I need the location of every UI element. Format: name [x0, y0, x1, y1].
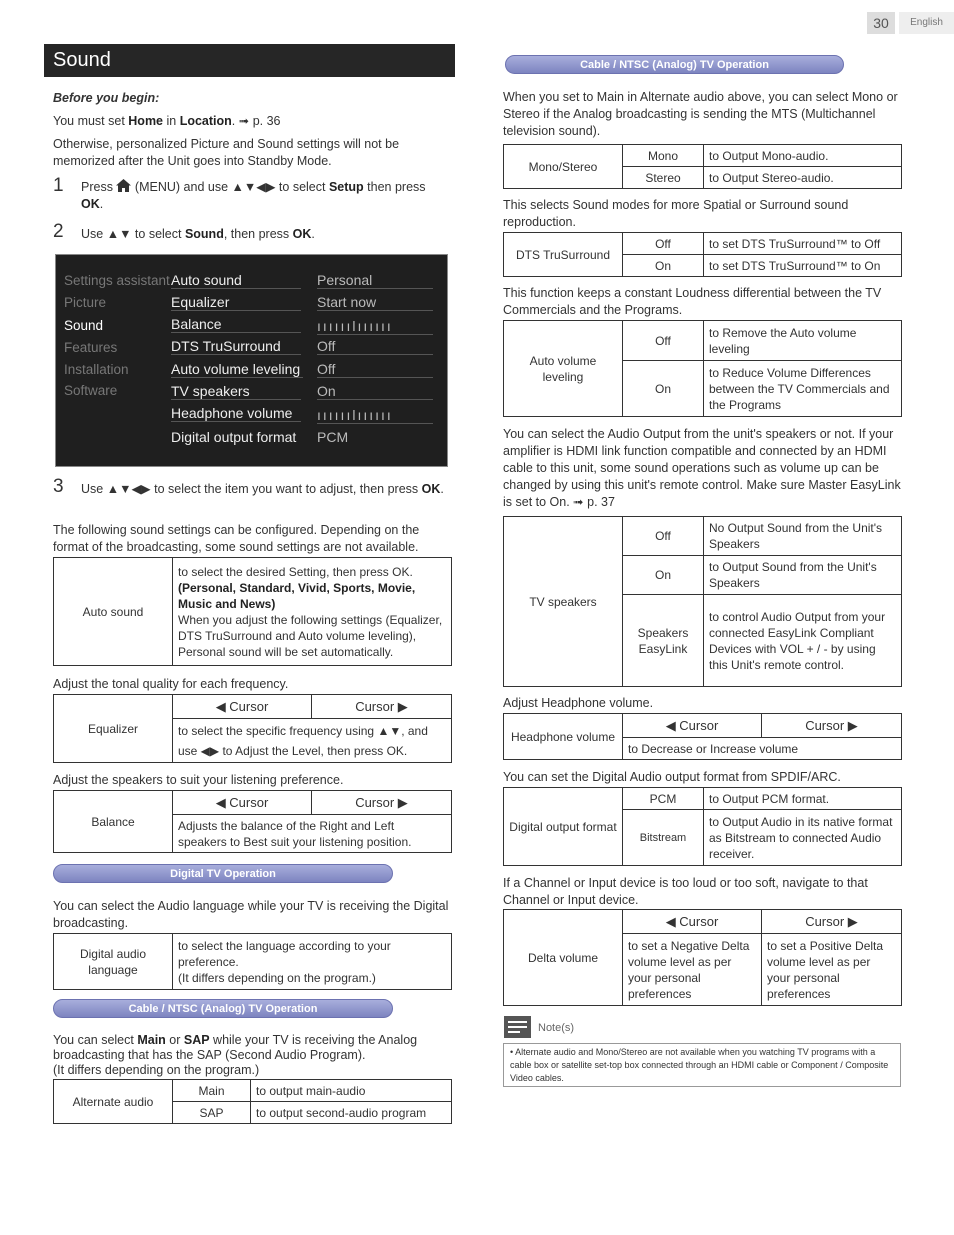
option-off-desc: No Output Sound from the Unit's Speakers — [704, 517, 902, 556]
balance-desc: Adjusts the balance of the Right and Left speakers to Best suit your listening position. — [173, 815, 452, 853]
equalizer-table — [53, 694, 452, 763]
cursor-right: Cursor ▶ — [312, 695, 452, 719]
option-off-desc: to Remove the Auto volume leveling — [704, 321, 902, 361]
alt-intro: You can select Main or SAP while your TV is receiving the Analog broadcasting that has the SAP (Second Audio Program). (It differs depending on the program.) — [53, 1033, 418, 1077]
menu-screen — [55, 254, 448, 467]
menu-value: Start now — [317, 294, 433, 311]
option-on-desc: to set DTS TruSurround™ to On — [704, 255, 902, 277]
option-on: On — [623, 361, 704, 417]
menu-item[interactable]: TV speakers — [171, 383, 301, 400]
cursor-left: ◀ Cursor — [623, 910, 762, 934]
delta-negative-desc: to set a Negative Delta volume level as per your personal preferences — [623, 934, 762, 1006]
cursor-right: Cursor ▶ — [312, 791, 452, 815]
delta-volume-label: Delta volume — [504, 910, 623, 1006]
delta-volume-table — [503, 909, 902, 1006]
note-box — [503, 1043, 901, 1087]
note-title: Note(s) — [538, 1022, 575, 1034]
bullet: • — [510, 1047, 514, 1057]
option-sap-desc: to output second-audio program — [251, 1102, 452, 1124]
option-on-desc: to Output Sound from the Unit's Speakers — [704, 556, 902, 595]
dts-table — [503, 232, 902, 277]
cursor-left: ◀ Cursor — [173, 791, 312, 815]
avl-intro: This function keeps a constant Loudness differential between the TV Commercials and the Programs. — [503, 286, 882, 317]
auto-sound-table — [53, 557, 452, 666]
menu-category[interactable]: Installation — [64, 362, 129, 377]
tv-speakers-label: TV speakers — [504, 517, 623, 687]
step-number: 3 — [53, 476, 64, 497]
step-2-text: Use ▲▼ to select Sound, then press OK. — [81, 227, 315, 241]
mono-stereo-label: Mono/Stereo — [504, 145, 623, 189]
headphone-desc: to Decrease or Increase volume — [623, 738, 902, 760]
avl-label: Auto volume leveling — [504, 321, 623, 417]
menu-item[interactable]: Headphone volume — [171, 405, 301, 422]
digital-audio-desc: to select the language according to your preference. (It differs depending on the program.) — [173, 934, 452, 990]
option-off: Off — [623, 233, 704, 255]
eq-intro: Adjust the tonal quality for each frequency. — [53, 677, 289, 691]
option-stereo-desc: to Output Stereo-audio. — [704, 167, 902, 189]
language-label: English — [899, 12, 954, 34]
menu-value: Off — [317, 361, 433, 378]
note-text: Alternate audio and Mono/Stereo are not available when you watching TV programs with a cable box or satellite set-top box connected through an HDMI cable or Component / Composite Video cables. — [510, 1047, 889, 1083]
tv-speakers-table — [503, 516, 902, 687]
option-stereo: Stereo — [623, 167, 704, 189]
following-text: The following sound settings can be configured. Depending on the format of the broadcasting, some sound settings are not available. — [53, 523, 420, 554]
mono-intro: When you set to Main in Alternate audio above, you can select Mono or Stereo if the Analog broadcasting is sending the MTS (Multichannel television sound). — [503, 90, 898, 138]
menu-value: PCM — [317, 429, 349, 445]
option-off: Off — [623, 517, 704, 556]
option-bitstream-desc: to Output Audio in its native format as Bitstream to connected Audio receiver. — [704, 810, 902, 866]
page-title: Sound — [44, 44, 455, 77]
option-off: Off — [623, 321, 704, 361]
digital-tv-pill: Digital TV Operation — [53, 864, 393, 883]
headphone-slider[interactable]: ıııııılıııııı — [317, 407, 433, 424]
dts-intro: This selects Sound modes for more Spatial or Surround sound reproduction. — [503, 198, 849, 229]
menu-item[interactable]: DTS TruSurround — [171, 338, 301, 355]
home-icon — [116, 179, 131, 192]
option-on: On — [623, 255, 704, 277]
step-number: 1 — [53, 175, 64, 196]
dts-label: DTS TruSurround — [504, 233, 623, 277]
menu-category[interactable]: Settings assistant — [64, 273, 170, 288]
dv-intro: If a Channel or Input device is too loud or too soft, navigate to that Channel or Input device. — [503, 876, 868, 907]
note-icon — [504, 1016, 531, 1038]
must-set-text: You must set Home in Location. ➟ p. 36 — [53, 114, 281, 128]
menu-category[interactable]: Features — [64, 340, 118, 355]
menu-item[interactable]: Balance — [171, 316, 301, 333]
menu-category[interactable]: Picture — [64, 295, 107, 310]
delta-positive-desc: to set a Positive Delta volume level as per your personal preferences — [762, 934, 902, 1006]
option-speakers-easylink: Speakers EasyLink — [623, 595, 704, 687]
dof-intro: You can set the Digital Audio output format from SPDIF/ARC. — [503, 770, 841, 784]
menu-value: Personal — [317, 272, 433, 289]
menu-item[interactable]: Auto volume leveling — [171, 361, 303, 378]
option-pcm-desc: to Output PCM format. — [704, 788, 902, 810]
digital-audio-label: Digital audio language — [54, 934, 173, 990]
balance-slider[interactable]: ıııııılıııııı — [317, 318, 433, 335]
menu-category[interactable]: Software — [64, 383, 118, 398]
option-main: Main — [173, 1080, 251, 1102]
hp-intro: Adjust Headphone volume. — [503, 696, 654, 710]
otherwise-text: Otherwise, personalized Picture and Sound settings will not be memorized after the Unit goes into Standby Mode. — [53, 137, 400, 168]
option-on-desc: to Reduce Volume Differences between the TV Commercials and the Programs — [704, 361, 902, 417]
auto-sound-desc: to select the desired Setting, then press OK. (Personal, Standard, Vivid, Sports, Movie, Music and News) When you adjust the following settings (Equalizer, DTS TruSurround and Auto volume leveling), Personal sound will be set automatically. — [173, 558, 452, 666]
page-number: 30 — [867, 12, 895, 34]
cursor-left: ◀ Cursor — [173, 695, 312, 719]
alternate-audio-label: Alternate audio — [54, 1080, 173, 1124]
step-1-text: Press (MENU) and use ▲▼◀▶ to select Setup then press OK. — [81, 180, 426, 211]
option-mono-desc: to Output Mono-audio. — [704, 145, 902, 167]
option-off-desc: to set DTS TruSurround™ to Off — [704, 233, 902, 255]
auto-sound-label: Auto sound — [54, 558, 173, 666]
headphone-label: Headphone volume — [504, 714, 623, 760]
step-3-text: Use ▲▼◀▶ to select the item you want to adjust, then press OK. — [81, 482, 444, 496]
bal-intro: Adjust the speakers to suit your listening preference. — [53, 773, 344, 787]
step-number: 2 — [53, 221, 64, 242]
menu-value: Off — [317, 338, 433, 355]
digital-output-label: Digital output format — [504, 788, 623, 866]
mono-stereo-table — [503, 144, 902, 189]
dig-intro: You can select the Audio language while your TV is receiving the Digital broadcasting. — [53, 899, 449, 930]
option-main-desc: to output main-audio — [251, 1080, 452, 1102]
digital-audio-table — [53, 933, 452, 990]
alternate-audio-table — [53, 1079, 452, 1124]
digital-output-table — [503, 787, 902, 866]
option-speakers-easylink-desc: to control Audio Output from your connected EasyLink Compliant Devices with VOL + / - by using this Unit's remote control. — [704, 595, 902, 687]
tvs-intro: You can select the Audio Output from the unit's speakers or not. If your amplifier is HDMI link function compatible and connected by an HDMI cable to this unit, some sound operations such as volume up can be changed by using this unit's remote control. Make sure Master EasyLink is set to On. ➟ p. 37 — [503, 427, 901, 509]
option-sap: SAP — [173, 1102, 251, 1124]
equalizer-label: Equalizer — [54, 695, 173, 763]
cable-ntsc-pill: Cable / NTSC (Analog) TV Operation — [53, 999, 393, 1018]
menu-item[interactable]: Digital output format — [171, 429, 297, 445]
menu-item[interactable]: Auto sound — [171, 272, 301, 289]
avl-table — [503, 320, 902, 417]
cursor-left: ◀ Cursor — [623, 714, 762, 738]
balance-label: Balance — [54, 791, 173, 853]
cursor-right: Cursor ▶ — [762, 714, 902, 738]
headphone-table — [503, 713, 902, 760]
balance-table — [53, 790, 452, 853]
option-pcm: PCM — [623, 788, 704, 810]
cable-ntsc-pill: Cable / NTSC (Analog) TV Operation — [505, 55, 844, 74]
option-mono: Mono — [623, 145, 704, 167]
option-bitstream: Bitstream — [623, 810, 704, 866]
menu-value: On — [317, 383, 433, 400]
option-on: On — [623, 556, 704, 595]
equalizer-desc: to select the specific frequency using ▲▼, and use ◀▶ to Adjust the Level, then press OK. — [173, 719, 452, 763]
menu-category-selected[interactable]: Sound — [64, 318, 104, 333]
cursor-right: Cursor ▶ — [762, 910, 902, 934]
before-you-begin: Before you begin: — [53, 91, 160, 105]
menu-item[interactable]: Equalizer — [171, 294, 301, 311]
